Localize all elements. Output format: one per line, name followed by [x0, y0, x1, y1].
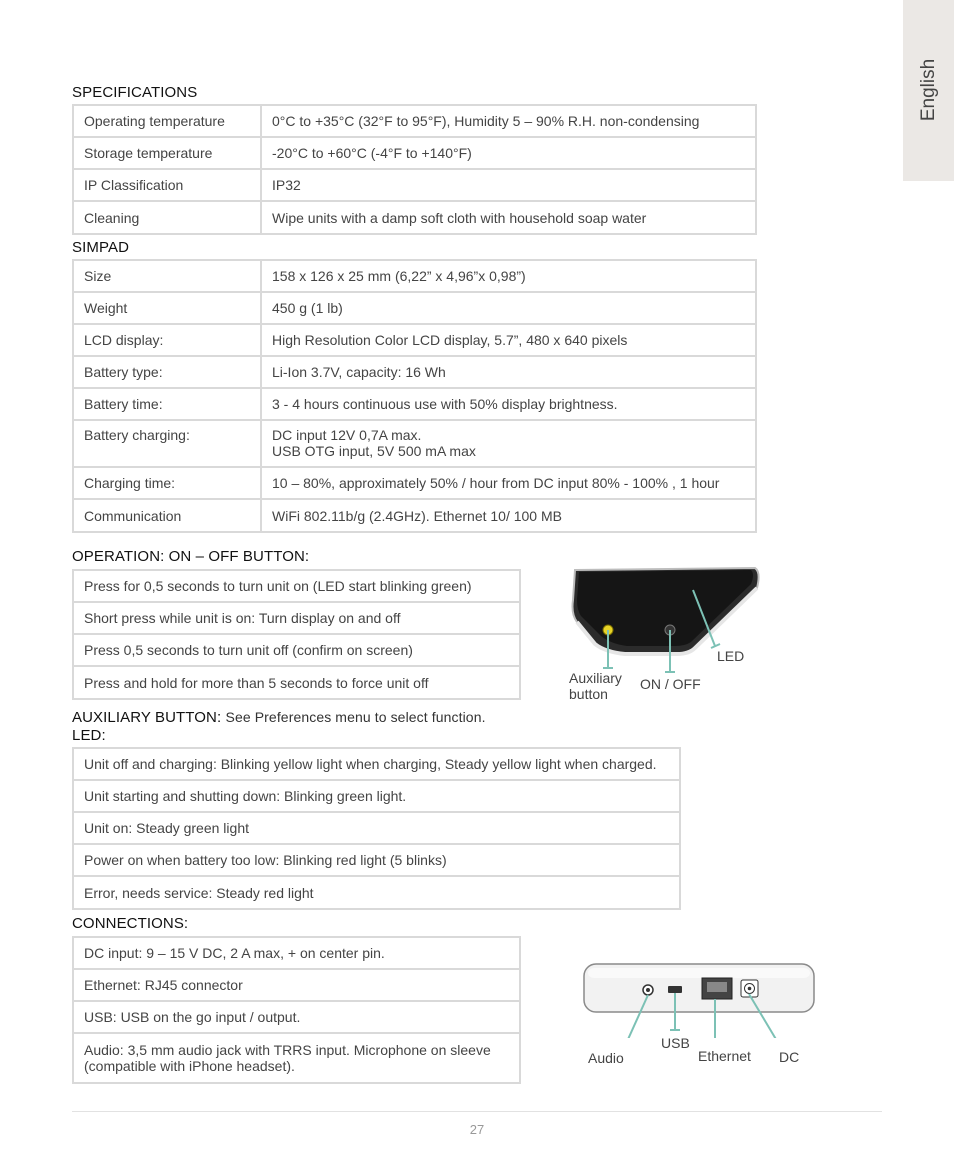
table-row [74, 357, 755, 389]
connection-line: Audio: 3,5 mm audio jack with TRRS input. Microphone on sleeve [84, 1042, 491, 1058]
spec-value: WiFi 802.11b/g (2.4GHz). Ethernet 10/ 100 MB [272, 507, 562, 524]
audio-callout: Audio [588, 1050, 624, 1066]
connections-table [72, 936, 521, 1084]
simpad-heading: SIMPAD [72, 239, 129, 256]
specifications-heading: SPECIFICATIONS [72, 84, 198, 101]
auxiliary-heading: AUXILIARY BUTTON: [72, 709, 222, 726]
table-row [74, 106, 755, 138]
connection-item: DC input: 9 – 15 V DC, 2 A max, + on center pin. [74, 938, 519, 970]
spec-label: Battery time: [74, 389, 262, 421]
table-row [74, 468, 755, 500]
device-back-illustration [580, 958, 820, 1038]
operation-table [72, 569, 521, 700]
table-row [74, 325, 755, 357]
simpad-table [72, 259, 757, 533]
page-number: 27 [469, 1122, 485, 1137]
spec-label: Communication [74, 500, 262, 531]
led-item: Error, needs service: Steady red light [84, 884, 314, 901]
specifications-table [72, 104, 757, 235]
connection-item [74, 1034, 519, 1082]
spec-label: Charging time: [74, 468, 262, 500]
spec-label: IP Classification [74, 170, 262, 202]
spec-value: Wipe units with a damp soft cloth with household soap water [272, 209, 647, 226]
onoff-callout: ON / OFF [640, 676, 701, 692]
usb-port-icon [668, 986, 682, 993]
spec-label: Cleaning [74, 202, 262, 233]
table-row [74, 970, 519, 1002]
table-row [74, 781, 679, 813]
operation-item: Press 0,5 seconds to turn unit off (confirm on screen) [74, 635, 519, 667]
table-row [74, 138, 755, 170]
spec-label: Size [74, 261, 262, 293]
spec-value: 450 g (1 lb) [262, 293, 755, 325]
table-row [74, 938, 519, 970]
table-row [74, 667, 519, 698]
ethernet-callout: Ethernet [698, 1048, 751, 1064]
spec-label: LCD display: [74, 325, 262, 357]
led-item: Unit starting and shutting down: Blinking green light. [74, 781, 679, 813]
table-row [74, 261, 755, 293]
spec-value: -20°C to +60°C (-4°F to +140°F) [262, 138, 755, 170]
table-row [74, 571, 519, 603]
auxiliary-button-callout [569, 670, 622, 702]
table-row [74, 202, 755, 233]
spec-value: 10 – 80%, approximately 50% / hour from DC input 80% - 100% , 1 hour [262, 468, 755, 500]
spec-value: IP32 [262, 170, 755, 202]
led-item: Power on when battery too low: Blinking red light (5 blinks) [74, 845, 679, 877]
connection-item: Ethernet: RJ45 connector [74, 970, 519, 1002]
table-row [74, 813, 679, 845]
spec-value-line: USB OTG input, 5V 500 mA max [272, 443, 476, 459]
led-item: Unit on: Steady green light [74, 813, 679, 845]
auxiliary-button-section [72, 709, 486, 726]
led-heading: LED: [72, 727, 106, 744]
led-item: Unit off and charging: Blinking yellow light when charging, Steady yellow light when charged. [74, 749, 679, 781]
spec-value: 158 x 126 x 25 mm (6,22” x 4,96”x 0,98”) [262, 261, 755, 293]
table-row [74, 421, 755, 468]
callout-line: button [569, 686, 608, 702]
table-row [74, 1002, 519, 1034]
led-callout: LED [717, 648, 745, 664]
table-row [74, 500, 755, 531]
table-row [74, 749, 679, 781]
spec-value [262, 421, 755, 468]
operation-item: Press and hold for more than 5 seconds to force unit off [84, 674, 429, 691]
led-table [72, 747, 681, 910]
connection-line: (compatible with iPhone headset). [84, 1058, 295, 1074]
language-tab [903, 0, 954, 181]
spec-value: 3 - 4 hours continuous use with 50% display brightness. [262, 389, 755, 421]
table-row [74, 603, 519, 635]
callout-line: Auxiliary [569, 670, 622, 686]
operation-heading: OPERATION: ON – OFF BUTTON: [72, 548, 310, 565]
spec-value-line: DC input 12V 0,7A max. [272, 427, 422, 443]
table-row [74, 389, 755, 421]
spec-value: High Resolution Color LCD display, 5.7”, 480 x 640 pixels [262, 325, 755, 357]
table-row [74, 635, 519, 667]
dc-callout: DC [779, 1049, 800, 1065]
connection-item: USB: USB on the go input / output. [74, 1002, 519, 1034]
spec-value: Li-Ion 3.7V, capacity: 16 Wh [262, 357, 755, 389]
operation-item: Short press while unit is on: Turn display on and off [74, 603, 519, 635]
spec-label: Battery charging: [74, 421, 262, 468]
usb-callout: USB [661, 1035, 690, 1051]
spec-label: Weight [74, 293, 262, 325]
footer-divider [72, 1111, 882, 1112]
spec-label: Operating temperature [74, 106, 262, 138]
table-row [74, 170, 755, 202]
spec-value: 0°C to +35°C (32°F to 95°F), Humidity 5 – 90% R.H. non-condensing [262, 106, 755, 138]
table-row [74, 1034, 519, 1082]
operation-item: Press for 0,5 seconds to turn unit on (LED start blinking green) [74, 571, 519, 603]
table-row [74, 293, 755, 325]
table-row [74, 877, 679, 908]
auxiliary-text: See Preferences menu to select function. [225, 709, 486, 725]
spec-label: Storage temperature [74, 138, 262, 170]
spec-label: Battery type: [74, 357, 262, 389]
connections-heading: CONNECTIONS: [72, 915, 189, 932]
language-tab-label: English [917, 58, 939, 122]
table-row [74, 845, 679, 877]
